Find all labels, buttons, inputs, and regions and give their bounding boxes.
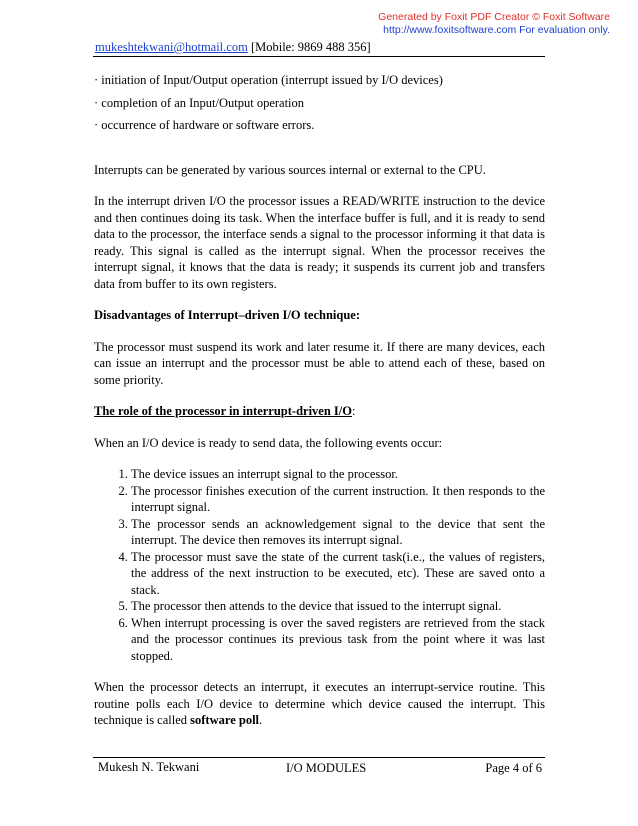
heading-role-colon: : (351, 404, 356, 418)
software-poll-term: software poll (190, 713, 260, 727)
list-item: 2. The processor finishes execution of the current instruction. It then responds to the interrupt signal. (131, 483, 545, 516)
page-header (95, 40, 371, 55)
paragraph-sources: Interrupts can be generated by various sources internal or external to the CPU. (94, 162, 486, 177)
page-footer (98, 760, 542, 778)
paragraph-disadvantages: The processor must suspend its work and later resume it. If there are many devices, each can issue an interrupt and the processor must be able to attend each of these, based on some priority. (94, 339, 545, 387)
list-item: 6. When interrupt processing is over the saved registers are retrieved from the stack and the processor continues its previous task from the point where it was last stopped. (131, 615, 545, 665)
header-mobile: [Mobile: 9869 488 356] (250, 40, 371, 54)
header-divider (93, 56, 545, 57)
watermark-line-2: http://www.foxitsoftware.com For evaluation only. (383, 24, 610, 36)
heading-role-text: The role of the processor in interrupt-driven I/O (94, 404, 352, 418)
paragraph-events: When an I/O device is ready to send data, the following events occur: (94, 435, 443, 450)
software-poll-end: . (259, 713, 263, 727)
heading-disadvantages: Disadvantages of Interrupt–driven I/O technique: (94, 308, 360, 322)
list-item: 4. The processor must save the state of the current task(i.e., the values of registers, the address of the next instruction to be executed, etc). These are saved onto a stack. (131, 549, 545, 599)
bullet-item: · occurrence of hardware or software errors. (94, 118, 315, 132)
list-item: 1. The device issues an interrupt signal to the processor. (131, 466, 545, 483)
bullet-item: · initiation of Input/Output operation (interrupt issued by I/O devices) (94, 73, 443, 87)
software-poll-text: When the processor detects an interrupt, it executes an interrupt-service routine. This routine polls each I/O device to determine which device caused the interrupt. This technique is called (94, 680, 545, 727)
events-list (94, 466, 545, 664)
heading-role (94, 403, 545, 420)
footer-divider (93, 757, 545, 758)
watermark-line-1: Generated by Foxit PDF Creator © Foxit Software (378, 11, 610, 23)
list-item: 5. The processor then attends to the device that issued to the interrupt signal. (131, 598, 545, 615)
footer-page-number: Page 4 of 6 (485, 761, 542, 775)
page-body (94, 72, 545, 729)
paragraph-interrupt-io: In the interrupt driven I/O the processor issues a READ/WRITE instruction to the device and then continues doing its task. When the interface buffer is full, and it is ready to send data to the processor, the interface sends a signal to the processor informing it that data is ready. This signal is called as the interrupt signal. When the processor receives the interrupt signal, it knows that the data is ready; it suspends its current job and transfers data from buffer to its own registers. (94, 194, 545, 291)
footer-author: Mukesh N. Tekwani (98, 760, 200, 774)
paragraph-software-poll (94, 679, 545, 729)
header-email-link[interactable]: mukeshtekwani@hotmail.com (95, 40, 248, 54)
bullet-item: · completion of an Input/Output operation (94, 95, 305, 110)
footer-title: I/O MODULES (286, 761, 367, 775)
list-item: 3. The processor sends an acknowledgement signal to the device that sent the interrupt. The device then removes its interrupt signal. (131, 516, 545, 549)
